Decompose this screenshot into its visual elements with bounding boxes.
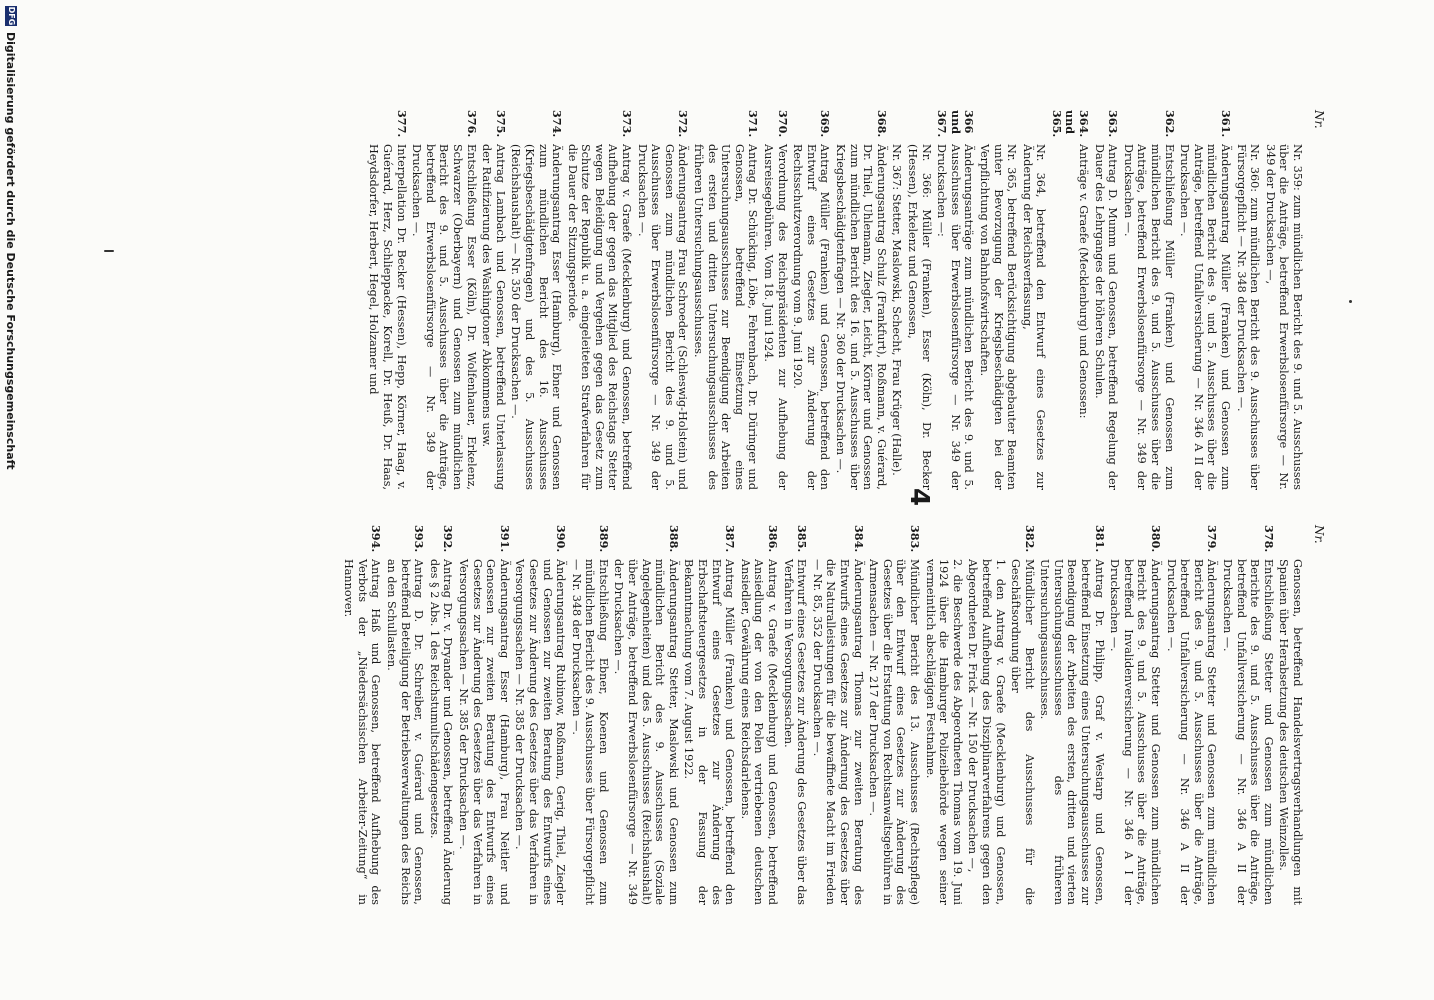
- document-entry: [342, 525, 383, 905]
- entry-number: 371.: [746, 110, 761, 138]
- left-column-head: Nr.: [1312, 110, 1326, 129]
- entry-text: Mündlicher Bericht des Ausschusses für die Geschäftsordnung über: [1009, 559, 1036, 905]
- sub-entry: 1. den Antrag v. Graefe (Mecklenburg) und Genossen, betreffend Aufhebung des Disziplinarverfahrens gegen den Abgeordneten Dr. Frick — Nr. 150 der Drucksachen —,: [966, 559, 1007, 905]
- document-entry: [1038, 525, 1106, 905]
- entry-number: 364. und 365.: [1049, 110, 1092, 138]
- document-entry: [1220, 525, 1274, 905]
- document-entry: [1092, 110, 1119, 490]
- entry-text: Änderungsanträge zum mündlichen Bericht des 9. und 5. Ausschusses über Erwerbslosenfürsorge — Nr. 349 der Drucksachen —:: [935, 144, 976, 490]
- sub-entry: Nr. 367: Stetter, Maslowski, Schecht, Frau Krüger (Halle).: [890, 144, 904, 476]
- entry-number: 386.: [766, 525, 781, 553]
- document-entry: [427, 525, 454, 905]
- entry-number: 388.: [666, 525, 681, 553]
- entry-number: 393.: [412, 525, 427, 553]
- entry-text: Interpellation Dr. Becker (Hessen), Hepp, Körner, Haag, v. Guérard, Herz, Schlieppacke, Korell, Dr. Heuß, Dr. Haas, Heydsdorfer, Herbert, Hegel, Holzamer und: [367, 144, 408, 490]
- continued-paragraph: Nr. 359: zum mündlichen Bericht des 9. und 5. Ausschusses über die Anträge, betreffend Erwerbslosenfürsorge — Nr. 349 der Drucksachen —,: [1263, 144, 1304, 490]
- document-entry: [691, 110, 759, 490]
- entry-text: Antrag Haß und Genossen, betreffend Aufhebung des Verbots der „Niedersächsischen Arbeiter-Zeitung“ in Hannover.: [342, 559, 383, 905]
- entry-text: Entwurf eines Gesetzes zur Änderung des Gesetzes über das Verfahren in Versorgungssachen.: [781, 559, 809, 905]
- document-entry: [738, 525, 779, 905]
- entry-number: 383.: [907, 525, 922, 553]
- document-entry: [384, 525, 425, 905]
- entry-text: Entschließung Stetter und Genossen zum mündlichen Berichte des 9. und 5. Ausschusses über die Anträge, betreffend Unfallversicherung — Nr. 346 A II der Drucksachen —.: [1221, 559, 1275, 905]
- entry-number: 381.: [1092, 525, 1107, 553]
- right-column-head: Nr.: [1312, 525, 1326, 544]
- entry-text: Antrag Lambach und Genossen, betreffend Unterlassung der Ratifizierung des Washingtoner Abkommens usw.: [480, 144, 507, 490]
- entry-text: Änderungsantrag Esser (Hamburg), Frau Neitler und Genossen zur zweiten Beratung des Entwurfs eines Gesetzes zur Änderung des Gesetzes über das Verfahren in Versorgungssachen — Nr. 385 der Drucksachen —.: [456, 559, 511, 905]
- sub-entry: Nr. 364, betreffend den Entwurf eines Gesetzes zur Änderung der Reichsverfassung,: [1020, 144, 1048, 490]
- left-column: [365, 110, 1304, 490]
- document-entry: [513, 525, 567, 905]
- document-entry: [682, 525, 736, 905]
- entry-number: 376.: [464, 110, 479, 138]
- footer-text: Digitalisierung gefördert durch die Deutsche Forschungsgemeinschaft: [4, 32, 18, 470]
- sub-entry: Nr. 366: Müller (Franken), Esser (Köln), Dr. Becker (Hessen), Erkelenz und Genossen,: [905, 144, 933, 490]
- document-entry: [781, 525, 808, 905]
- entry-text: Entschließung Esser (Köln), Dr. Wolfenhauer, Erkelenz, Schwarzer (Oberbayern) und Genossen zum mündlichen Bericht des 9. und 5. Ausschusses über die Anträge, betreffend Erwerbslosenfürsorge — Nr. 349 der Drucksachen —.: [410, 144, 478, 490]
- entry-text: Änderungsantrag Müller (Franken) und Genossen zum mündlichen Bericht des 9. und 5. Ausschusses über die Anträge, betreffend Unfallversicherung — Nr. 346 A II der Drucksachen —.: [1178, 144, 1233, 490]
- entry-number: 361.: [1219, 110, 1234, 138]
- entry-number: 362.: [1162, 110, 1177, 138]
- entry-number: 366 und 367.: [935, 110, 977, 138]
- document-entry: [509, 110, 563, 490]
- digitization-footer: [0, 0, 22, 1000]
- document-entry: [1164, 525, 1218, 905]
- entry-number: 378.: [1261, 525, 1276, 553]
- entry-text: Änderungsantrag Rubinow, Roßmann, Gerig, Thiel, Ziegler und Genossen zur zweiten Beratung des Entwurfs eines Gesetzes zur Änderung des Gesetzes über das Verfahren in Versorgungssachen — Nr. 385 der Drucksachen —.: [513, 559, 568, 905]
- document-entry: [810, 525, 864, 905]
- document-entry: [410, 110, 478, 490]
- document-entry: [456, 525, 510, 905]
- entry-number: 375.: [493, 110, 508, 138]
- document-entry: [480, 110, 507, 490]
- entry-text: Änderungsantrag Thomas zur zweiten Beratung des Entwurfs eines Gesetzes zur Änderung des Gesetzes über die Naturalleistungen für die bewaffnete Macht im Frieden — Nr. 85, 352 der Drucksachen —.: [810, 559, 865, 905]
- continued-paragraph: Nr. 360: zum mündlichen Bericht des 9. Ausschusses über Fürsorgepflicht — Nr. 348 der Drucksachen —.: [1234, 144, 1262, 490]
- document-entry: [1178, 110, 1232, 490]
- entry-text: Änderungsantrag Schulz (Frankfurt), Roßmann, v. Guérard, Dr. Thiel, Uhlemann, Ziegler, Leicht, Körner und Genossen zum mündlichen Bericht des 16. und 5. Ausschusses über Kriegsbeschädigtenfragen — Nr. 360 der Drucksachen —.: [834, 144, 888, 490]
- entry-number: 392.: [441, 525, 456, 553]
- entry-number: 394.: [369, 525, 384, 553]
- dfg-logo: DFG: [7, 6, 16, 26]
- entry-number: 372.: [676, 110, 691, 138]
- sub-entry: 2. die Beschwerde des Abgeordneten Thomas vom 19. Juni 1924 über die Hamburger Polizeibehörde wegen seiner vermeintlich abschlägigen Festnahme.: [923, 559, 964, 905]
- page-number: 4: [904, 488, 934, 507]
- document-entry: [367, 110, 408, 490]
- scan-speck: [1349, 300, 1352, 303]
- right-column: [340, 525, 1304, 905]
- entry-text: Antrag Dr. Schücking, Löbe, Fehrenbach, Dr. Düringer und Genossen, betreffend Einsetzung eines Untersuchungsausschusses zur Beendigung der Arbeiten des ersten und dritten Untersuchungsausschusses des früheren Untersuchungsausschusses.: [692, 144, 760, 490]
- entry-number: 380.: [1149, 525, 1164, 553]
- entry-text: Änderungsantrag Esser (Hamburg), Ebner und Genossen zum mündlichen Bericht des 16. Ausschusses (Kriegsbeschädigtenfragen) und des 5. Ausschusses (Reichshaushalt) — Nr. 350 der Drucksachen —.: [509, 144, 564, 490]
- document-entry: [565, 110, 633, 490]
- sub-entry: Nr. 365, betreffend Berücksichtigung abgebauter Beamten unter Bevorzugung der Kriegsbeschädigten bei der Verpflichtung von Bahnhofswirtschaften.: [977, 144, 1019, 490]
- entry-text: Änderungsantrag Stetter und Genossen zum mündlichen Bericht des 9. und 5. Ausschusses über die Anträge, betreffend Invalidenversicherung — Nr. 346 A I der Drucksachen —.: [1108, 559, 1163, 905]
- scan-mark: [104, 250, 114, 252]
- entry-number: 389.: [596, 525, 611, 553]
- entry-number: 391.: [497, 525, 512, 553]
- document-entry: [761, 110, 788, 490]
- document-entry: [833, 110, 887, 490]
- entry-number: 387.: [723, 525, 738, 553]
- document-entry: [1049, 110, 1090, 490]
- entry-number: 369.: [818, 110, 833, 138]
- document-entry: [867, 525, 921, 905]
- entry-text: Änderungsantrag Stetter und Genossen zum mündlichen Bericht des 9. und 5. Ausschusses über die Anträge, betreffend Unfallversicherung — Nr. 346 A II der Drucksachen —.: [1164, 559, 1219, 905]
- entry-number: 373.: [620, 110, 635, 138]
- document-entry: [569, 525, 610, 905]
- entry-number: 370.: [775, 110, 790, 138]
- document-entry: [1108, 525, 1162, 905]
- entry-text: Anträge v. Graefe (Mecklenburg) und Genossen:: [1077, 144, 1091, 419]
- entry-number: 382.: [1022, 525, 1037, 553]
- entry-text: Antrag v. Graefe (Mecklenburg) und Genossen, betreffend Ansiedlung der von den Polen vertriebenen deutschen Ansiedler, Gewährung eines Reichsdarlehens.: [738, 559, 780, 905]
- entry-text: Entschließung Ebner, Koenen und Genossen zum mündlichen Bericht des 9. Ausschusses über Fürsorgepflicht — Nr. 348 der Drucksachen —.: [569, 559, 610, 905]
- entry-number: 368.: [874, 110, 889, 138]
- document-entry: [1009, 525, 1036, 905]
- document-entry: [612, 525, 680, 905]
- entry-text: Antrag D. Dr. Schreiber, v. Guérard und Genossen, betreffend Beteiligung der Betriebsverwaltungen des Reichs an den Schullasten.: [385, 559, 426, 905]
- entry-text: Antrag Müller (Franken) und Genossen, betreffend den Entwurf eines Gesetzes zur Änderung des Erbschaftsteuergesetzes in der Fassung der Bekanntmachung vom 7. August 1922.: [682, 559, 737, 905]
- entry-text: Verordnung des Reichspräsidenten zur Aufhebung der Ausreisegebühren. Vom 18. Juni 1924.: [762, 144, 789, 490]
- entry-number: 384.: [851, 525, 866, 553]
- entry-text: Änderungsantrag Frau Schroeder (Schleswig-Holstein) und Genossen zum mündlichen Bericht des 9. und 5. Ausschusses über Erwerbslosenfürsorge — Nr. 349 der Drucksachen —.: [635, 144, 690, 490]
- document-entry: [935, 110, 976, 490]
- entry-text: Antrag D. Mumm und Genossen, betreffend Regelung der Dauer des Lehrganges der höheren Schulen.: [1092, 144, 1120, 490]
- entry-number: 377.: [394, 110, 409, 138]
- entry-text: Entschließung Müller (Franken) und Genossen zum mündlichen Bericht des 9. und 5. Ausschusses über die Anträge, betreffend Erwerbslosenfürsorge — Nr. 349 der Drucksachen —.: [1121, 144, 1176, 490]
- entry-number: 363.: [1106, 110, 1121, 138]
- entry-number: 385.: [795, 525, 810, 553]
- entry-text: Mündlicher Bericht des 13. Ausschusses (Rechtspflege) über den Entwurf eines Gesetzes zur Änderung des Gesetzes über die Erstattung von Rechtsanwaltsgebühren in Armensachen — Nr. 217 der Drucksachen —.: [867, 559, 921, 905]
- entry-text: Antrag v. Graefe (Mecklenburg) und Genossen, betreffend Aufhebung der gegen das Mitglied des Reichstags Stetter wegen Beleidigung und Vergehen gegen das Gesetz zum Schutze der Republik u. a. eingeleiteten Strafverfahren für die Dauer der Sitzungsperiode.: [565, 144, 634, 490]
- entry-text: Antrag Müller (Franken) und Genossen, betreffend den Entwurf eines Gesetzes zur Änderung der Rechtsschutzverordnung vom 9. Juni 1920.: [791, 144, 832, 490]
- entry-number: 390.: [554, 525, 569, 553]
- document-entry: [635, 110, 689, 490]
- entry-text: Änderungsantrag Stetter, Maslowski und Genossen zum mündlichen Bericht des 9. Ausschusses (Soziale Angelegenheiten) und des 5. Ausschusses (Reichshaushalt) über Anträge, betreffend Erwerbslosenfürsorge — Nr. 349 der Drucksachen —.: [612, 559, 680, 905]
- document-entry: [791, 110, 832, 490]
- entry-number: 379.: [1205, 525, 1220, 553]
- continued-paragraph: Genossen, betreffend Handelsvertragsverhandlungen mit Spanien über Herabsetzung des deutschen Weinzolles.: [1277, 559, 1304, 905]
- entry-text: Antrag Dr. v. Dryander und Genossen, betreffend Änderung des § 2 Abs. 1 des Reichstumultschädengesetzes.: [427, 559, 455, 905]
- document-entry: [1121, 110, 1175, 490]
- entry-text: Antrag Dr. Philipp, Graf v. Westarp und Genossen, betreffend Einsetzung eines Untersuchungsausschusses zur Beendigung der Arbeiten des ersten, dritten und vierten Untersuchungsausschusses des früheren Untersuchungsausschusses.: [1038, 559, 1106, 905]
- entry-number: 374.: [550, 110, 565, 138]
